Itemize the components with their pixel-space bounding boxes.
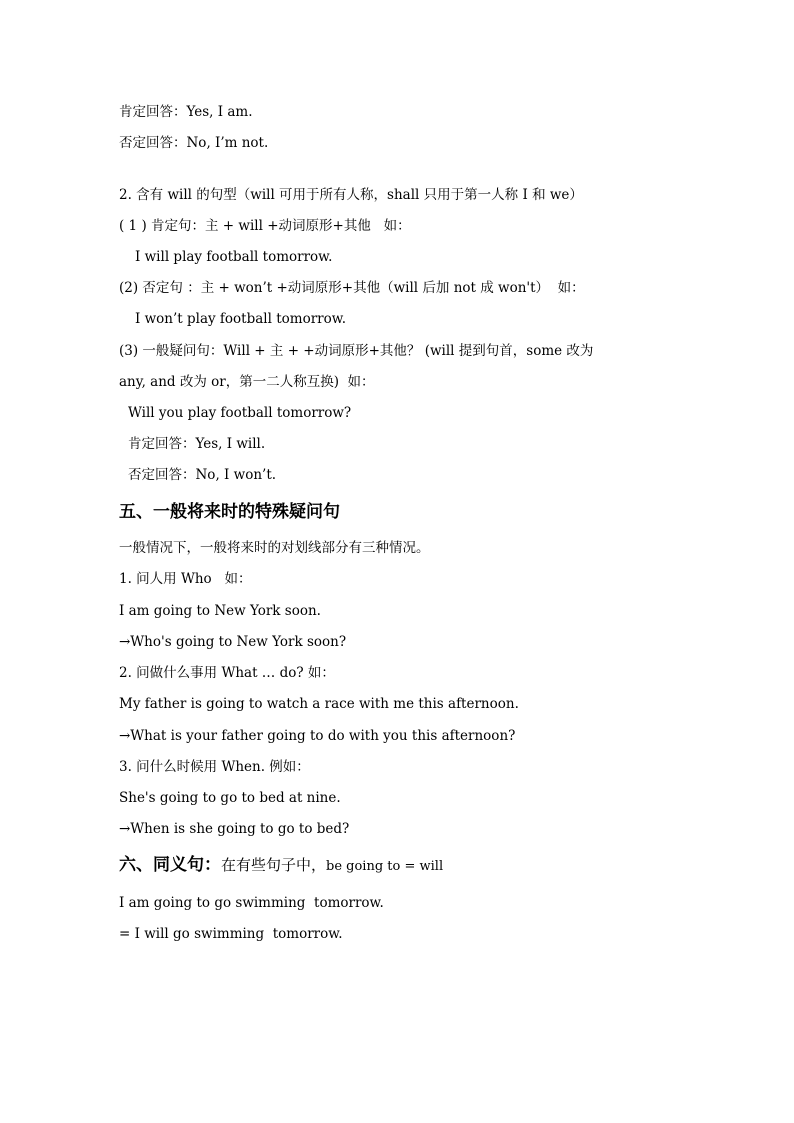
example-sentence: Will you play football tomorrow? bbox=[128, 405, 352, 421]
section-heading-note: 在有些句子中， bbox=[221, 856, 327, 874]
section-heading-formula: be going to = will bbox=[326, 859, 444, 874]
section-heading: 五、一般将来时的特殊疑问句 bbox=[119, 502, 340, 522]
example-sentence: I won’t play football tomorrow. bbox=[135, 311, 346, 327]
text-line: 否定回答：No, I won’t. bbox=[128, 467, 277, 483]
text-line: 2. 问做什么事用 What … do? 如： bbox=[119, 665, 335, 681]
text-line: 一般情况下，一般将来时的对划线部分有三种情况。 bbox=[119, 540, 430, 556]
text-line: (3) 一般疑问句：Will + 主 + +动词原形+其他？ (will 提到句首，some 改为 bbox=[119, 343, 594, 359]
section-heading-title: 六、同义句： bbox=[119, 855, 221, 875]
text-line: 否定回答：No, I’m not. bbox=[119, 135, 269, 151]
example-sentence: My father is going to watch a race with me this afternoon. bbox=[119, 696, 519, 712]
text-line: (2) 否定句 ：主 + won’t +动词原形+其他（will 后加 not 成 won't） 如： bbox=[119, 280, 585, 296]
text-line: ( 1 ) 肯定句：主 + will +动词原形+其他 如： bbox=[119, 218, 411, 234]
example-sentence: I am going to New York soon. bbox=[119, 603, 321, 619]
example-sentence: I will play football tomorrow. bbox=[135, 249, 333, 265]
example-sentence: →What is your father going to do with you this afternoon? bbox=[119, 728, 516, 744]
example-sentence: = I will go swimming tomorrow. bbox=[119, 926, 343, 942]
example-sentence: I am going to go swimming tomorrow. bbox=[119, 895, 384, 911]
text-line: any, and 改为 or，第一二人称互换) 如： bbox=[119, 374, 375, 390]
text-line: 2. 含有 will 的句型（will 可用于所有人称，shall 只用于第一人称 I 和 we） bbox=[119, 187, 583, 203]
example-sentence: She's going to go to bed at nine. bbox=[119, 790, 341, 806]
text-line: 肯定回答：Yes, I am. bbox=[119, 104, 253, 120]
text-line: 肯定回答：Yes, I will. bbox=[128, 436, 266, 452]
example-sentence: →Who's going to New York soon? bbox=[119, 634, 347, 650]
text-line: 3. 问什么时候用 When. 例如： bbox=[119, 759, 310, 775]
example-sentence: →When is she going to go to bed? bbox=[119, 821, 350, 837]
text-line: 1. 问人用 Who 如： bbox=[119, 571, 252, 587]
section-heading bbox=[119, 854, 443, 876]
